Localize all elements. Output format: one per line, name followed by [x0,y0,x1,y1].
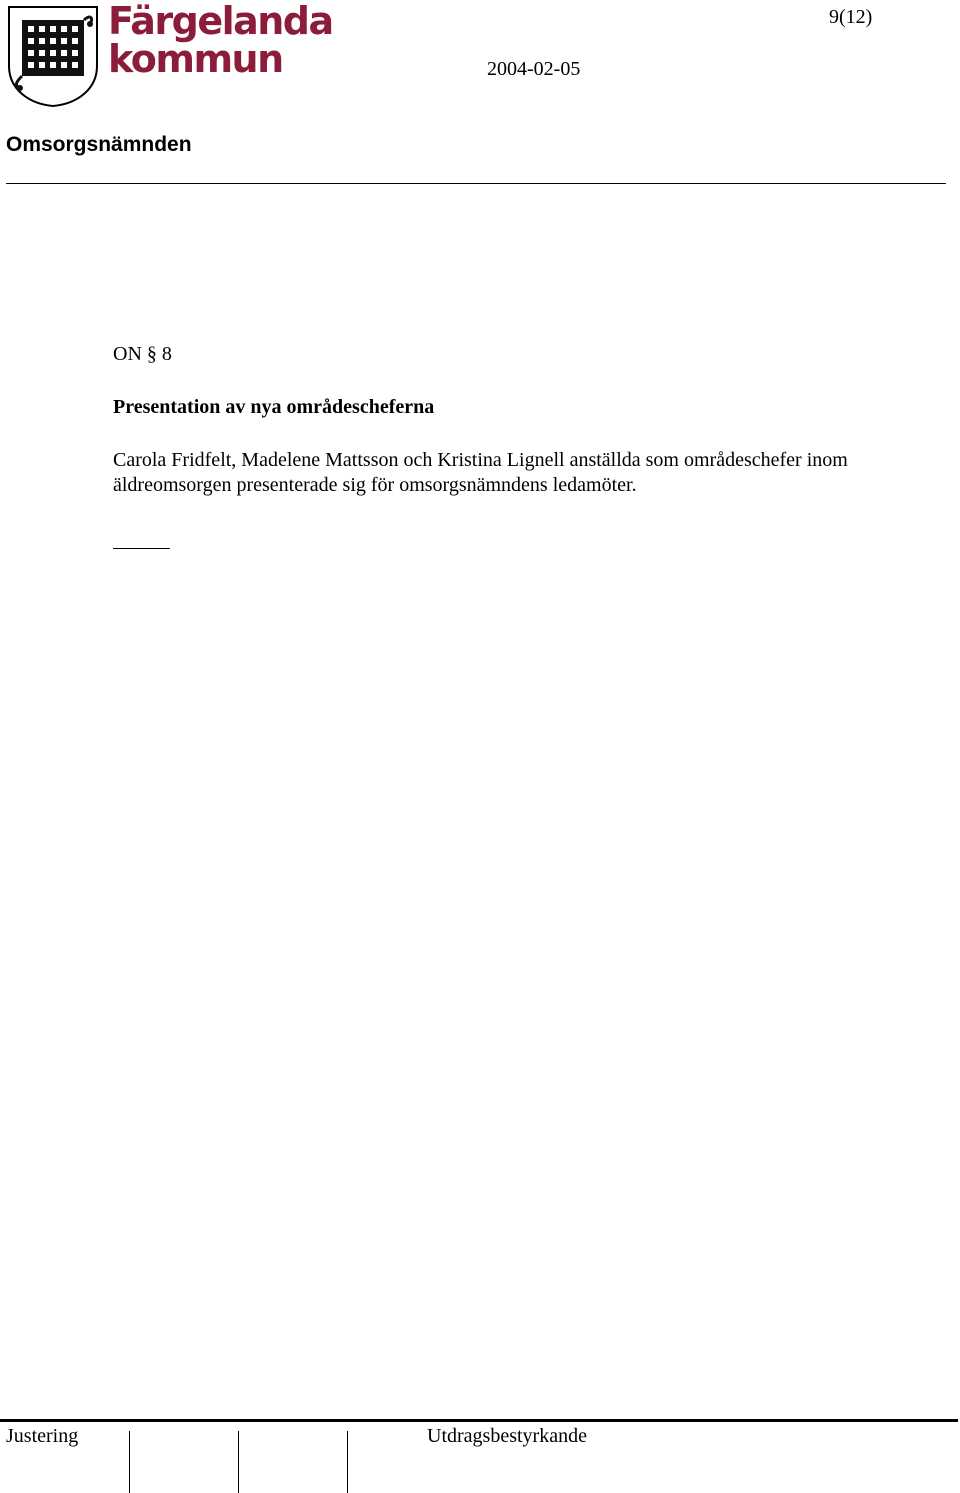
section-reference: ON § 8 [113,343,172,365]
signature-box-divider [347,1431,348,1493]
header-divider [6,183,946,184]
footer-divider [0,1419,958,1422]
section-end-rule [113,548,170,549]
logo-wordmark-line1: Färgelanda [108,0,333,43]
logo-wordmark-line2: kommun [108,37,283,81]
section-title: Presentation av nya områdescheferna [113,396,435,418]
section-body-text: Carola Fridfelt, Madelene Mattsson och Kristina Lignell anställda som områdeschefer inom äldreomsorgen presenterade sig för omsorgsnämndens ledamöter. [113,449,848,496]
municipality-coat-of-arms [6,4,100,108]
page-number: 9(12) [829,6,873,28]
footer-label-justering: Justering [6,1425,79,1447]
committee-name: Omsorgsnämnden [6,133,192,156]
document-date: 2004-02-05 [487,58,581,80]
municipality-logo-wordmark [108,0,333,81]
signature-box-divider [238,1431,239,1493]
signature-box-divider [129,1431,130,1493]
footer-label-utdragsbestyrkande: Utdragsbestyrkande [427,1425,587,1447]
